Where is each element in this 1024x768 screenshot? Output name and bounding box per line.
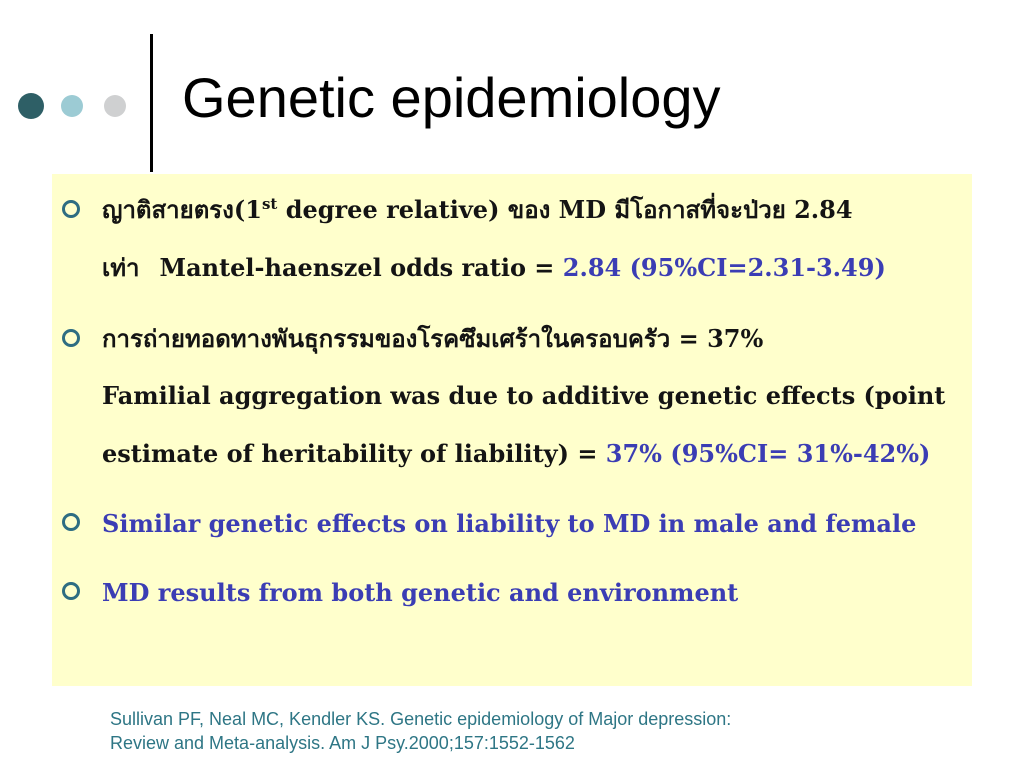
bullet-1-text: degree relative) bbox=[277, 195, 508, 224]
decorative-dot-light bbox=[61, 95, 83, 117]
content-box bbox=[52, 174, 972, 686]
decorative-dot-dark bbox=[18, 93, 44, 119]
bullet-1-thai-lead: ญาติสายตรง bbox=[102, 195, 234, 224]
decorative-dot-gray bbox=[104, 95, 126, 117]
bullet-4-text: MD results from both genetic and environment bbox=[102, 578, 739, 607]
bullet-2-thai-text: การถ่ายทอดทางพันธุกรรมของโรคซึมเศร้าในครอบครัว bbox=[102, 324, 671, 353]
citation-line-2: Review and Meta-analysis. Am J Psy.2000;157:1552-1562 bbox=[110, 733, 575, 753]
bullet-1-superscript: st bbox=[261, 195, 278, 213]
slide-title: Genetic epidemiology bbox=[182, 66, 721, 129]
bullet-2-line-2: Familial aggregation was due to additive genetic effects (point bbox=[102, 381, 946, 410]
bullet-2-text: = 37% bbox=[670, 324, 764, 353]
bullet-1-line-2 bbox=[102, 253, 886, 283]
bullet-ring-icon bbox=[62, 513, 80, 531]
bullet-ring-icon bbox=[62, 200, 80, 218]
bullet-1-highlight: 2.84 (95%CI=2.31-3.49) bbox=[562, 253, 886, 282]
bullet-ring-icon bbox=[62, 329, 80, 347]
bullet-1-thai-word: ของ bbox=[507, 195, 551, 224]
citation-line-1: Sullivan PF, Neal MC, Kendler KS. Genetic epidemiology of Major depression: bbox=[110, 709, 732, 729]
bullet-ring-icon bbox=[62, 582, 80, 600]
bullet-1-thai-phrase: มีโอกาสที่จะป่วย bbox=[614, 195, 786, 224]
citation bbox=[110, 707, 731, 755]
bullet-1-thai-word: เท่า bbox=[102, 253, 140, 282]
bullet-2-line-1 bbox=[102, 324, 763, 354]
bullet-1-line-1 bbox=[102, 195, 853, 225]
bullet-2-highlight: 37% (95%CI= 31%-42%) bbox=[605, 439, 931, 468]
bullet-1-text: (1 bbox=[233, 195, 262, 224]
bullet-1-text: MD bbox=[550, 195, 615, 224]
bullet-3-text: Similar genetic effects on liability to MD in male and female bbox=[102, 509, 917, 538]
bullet-2-line-3 bbox=[102, 439, 930, 469]
bullet-1-text: Mantel-haenszel odds ratio = bbox=[159, 253, 563, 282]
bullet-1-number: 2.84 bbox=[785, 195, 853, 224]
bullet-2-text: estimate of heritability of liability) = bbox=[102, 439, 606, 468]
title-divider bbox=[150, 34, 153, 172]
